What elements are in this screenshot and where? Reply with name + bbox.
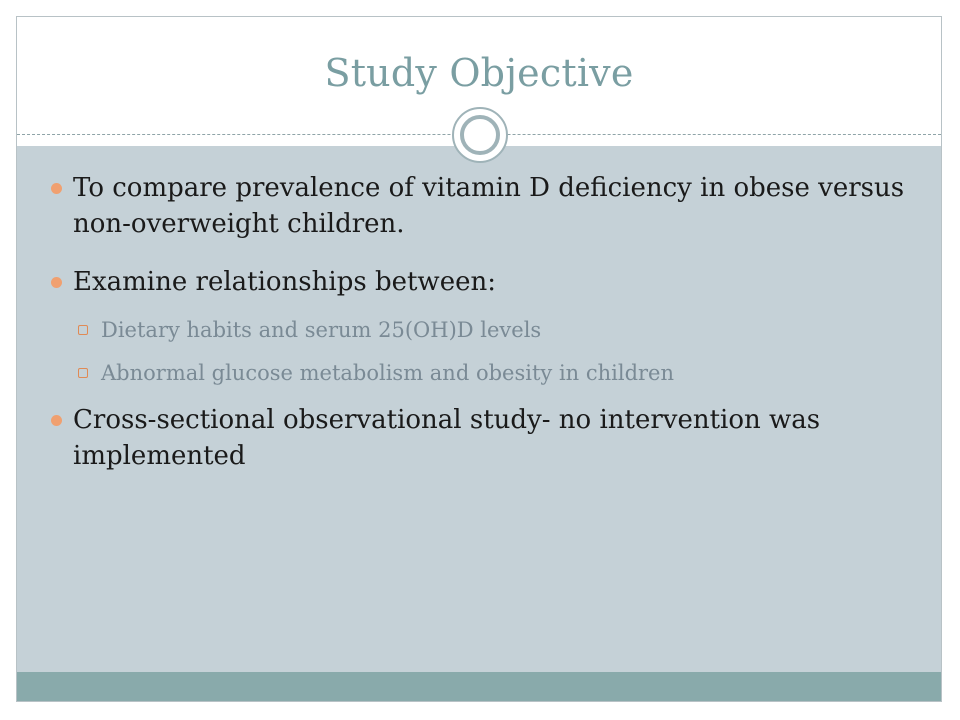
sub-bullet-text: Abnormal glucose metabolism and obesity in children [101, 361, 675, 385]
circle-ornament-icon [452, 107, 508, 163]
slide [16, 16, 942, 702]
square-bullet-icon [78, 368, 88, 378]
bullet-item [73, 264, 913, 300]
sub-bullet-text: Dietary habits and serum 25(OH)D levels [101, 318, 542, 342]
bullet-dot-icon [51, 277, 62, 288]
bullet-dot-icon [51, 415, 62, 426]
content-area [17, 146, 941, 672]
bullet-text: Cross-sectional observational study- no intervention was implemented [73, 405, 821, 471]
bullet-item [73, 402, 913, 474]
footer-bar [17, 672, 941, 702]
square-bullet-icon [78, 325, 88, 335]
bullet-text: To compare prevalence of vitamin D deficiency in obese versus non-overweight children. [73, 173, 905, 239]
sub-bullet-item [101, 359, 901, 387]
slide-title: Study Objective [324, 51, 634, 95]
sub-bullet-item [101, 316, 901, 344]
inner-ring [460, 115, 500, 155]
bullet-dot-icon [51, 183, 62, 194]
bullet-item [73, 170, 913, 242]
bullet-text: Examine relationships between: [73, 267, 496, 297]
